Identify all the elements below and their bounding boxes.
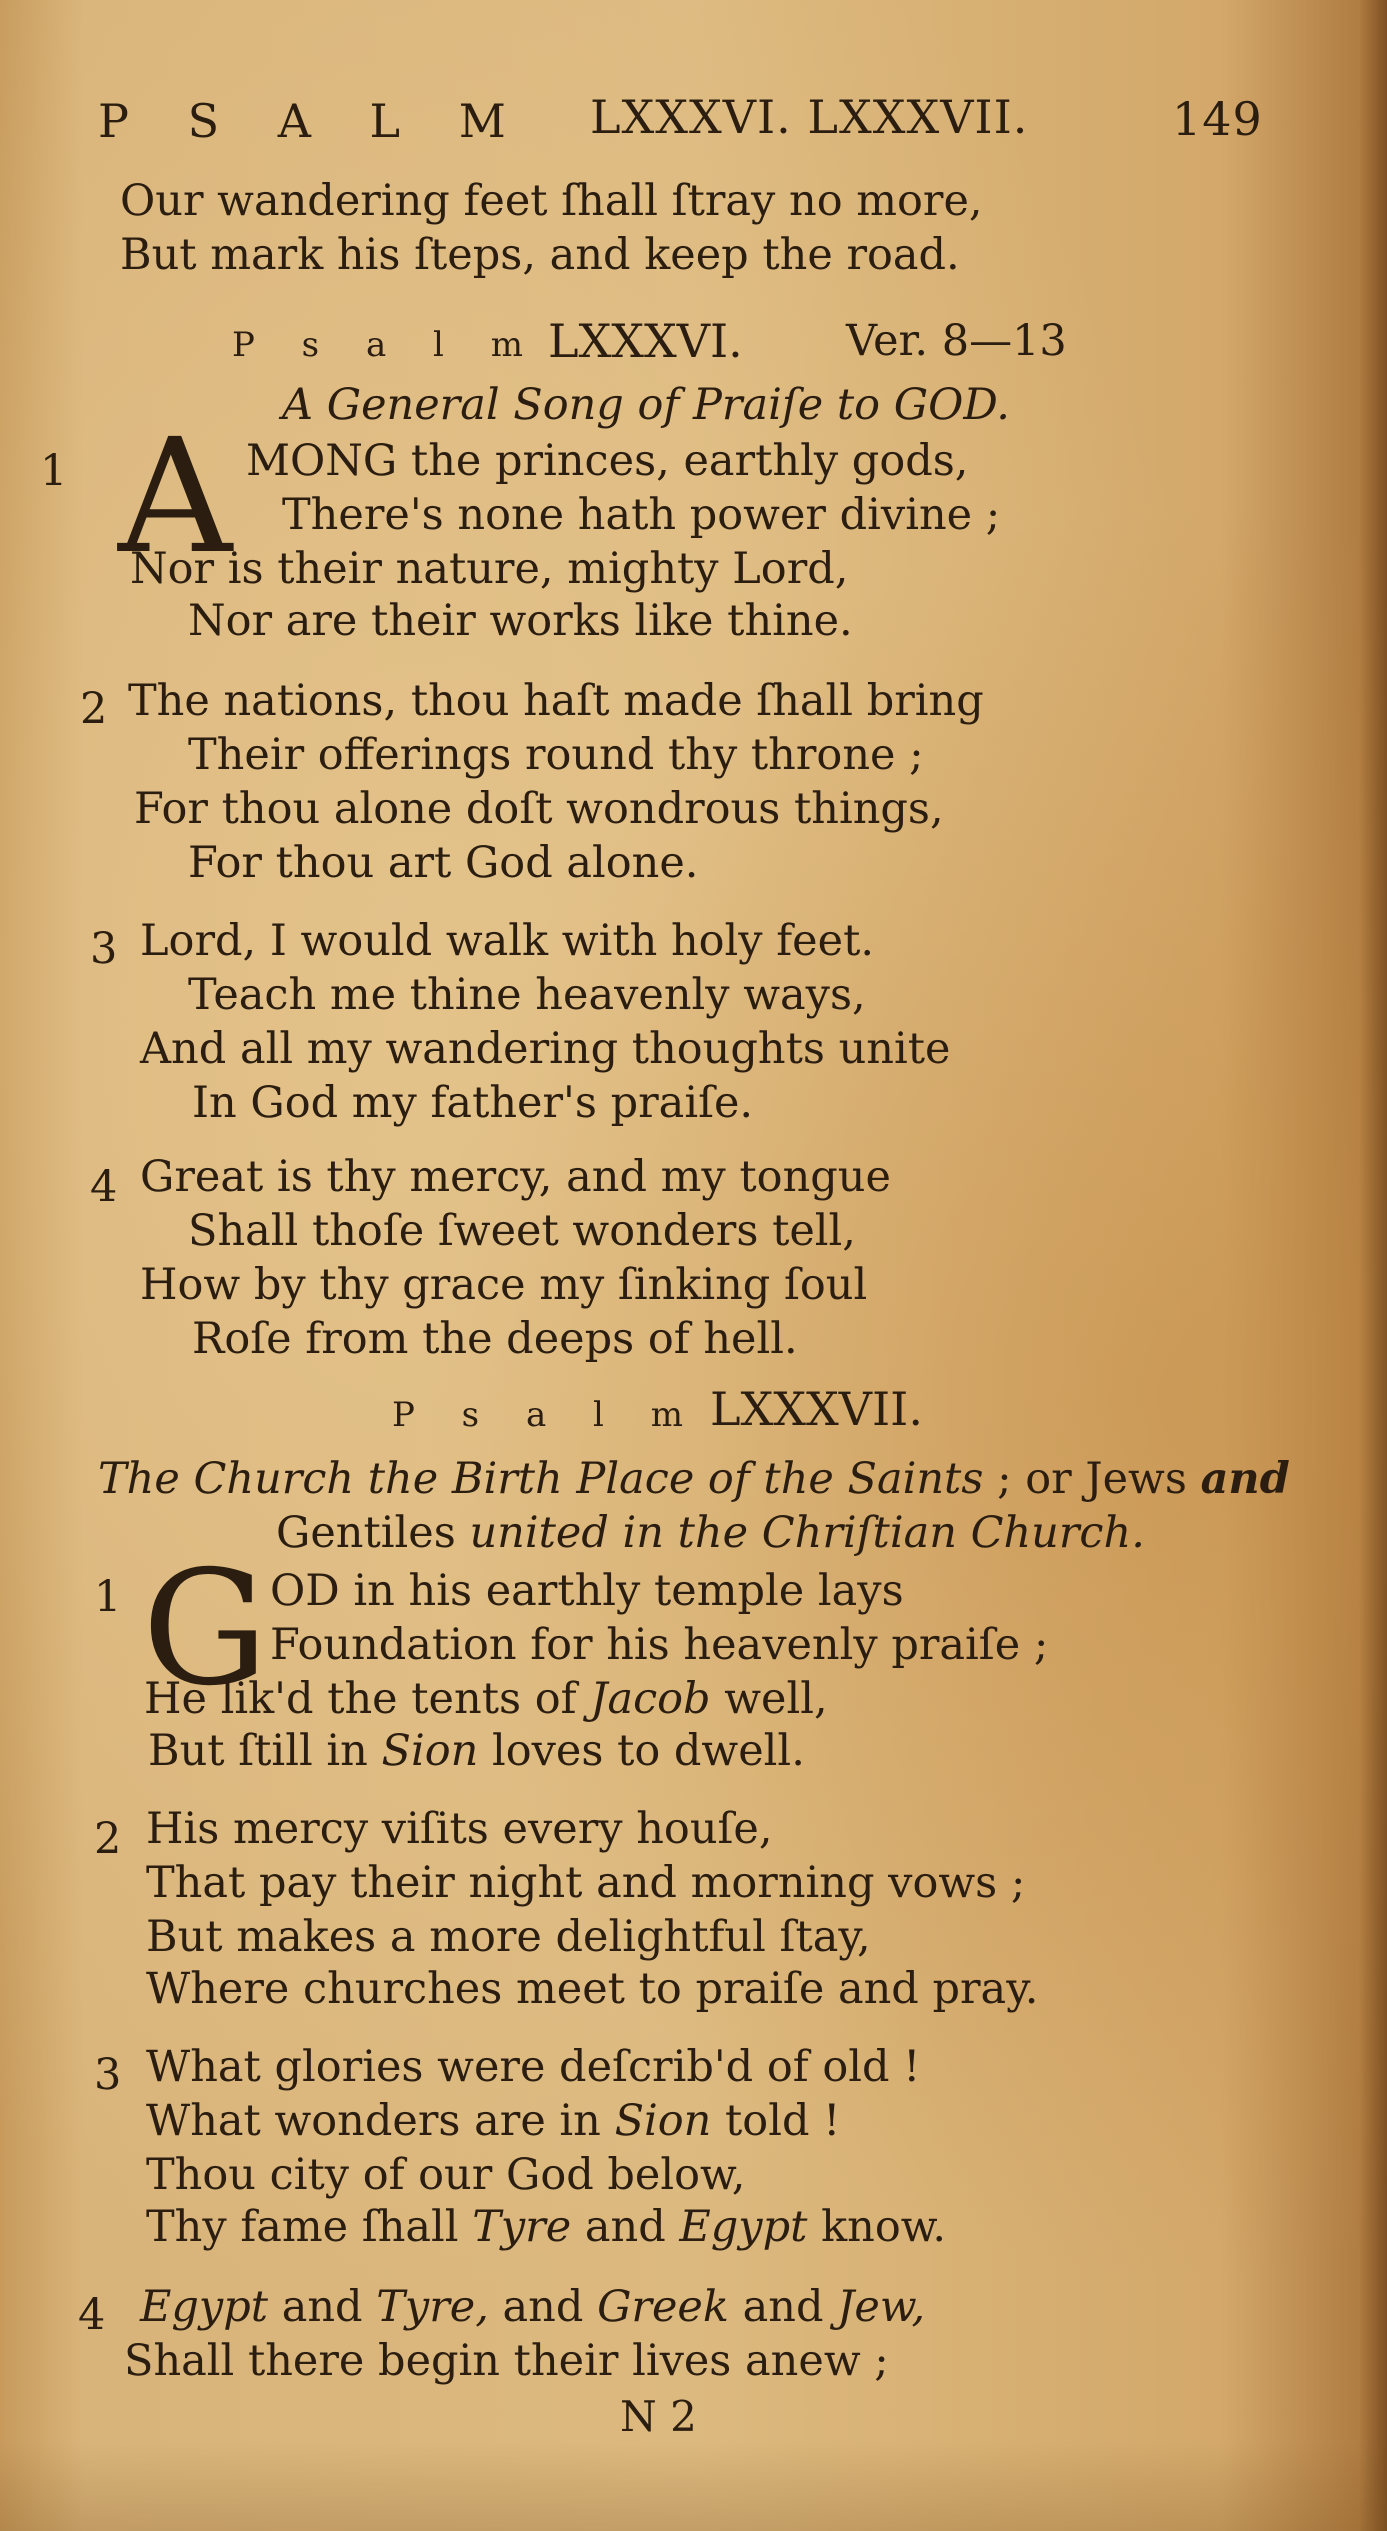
psalm87-v2-line1: His mercy viſits every houſe, <box>146 1804 773 1854</box>
psalm87-subtitle-gentiles: Gentiles <box>276 1508 456 1558</box>
psalm86-v4-line2: Shall thoſe ſweet wonders tell, <box>188 1206 856 1256</box>
psalm86-heading-word: P s a l m <box>232 325 541 365</box>
psalm87-v3-line2-a: What wonders are in <box>146 2096 601 2146</box>
psalm87-subtitle-italic: The Church the Birth Place of the Saints <box>98 1454 984 1504</box>
psalm86-v2-line2: Their offerings round thy throne ; <box>188 730 924 780</box>
psalm87-v1-line3 <box>144 1674 828 1724</box>
psalm86-heading-verses: Ver. 8—13 <box>846 316 1067 366</box>
psalm87-v4-and1: and <box>281 2282 363 2332</box>
psalm86-v3-line3: And all my wandering thoughts unite <box>140 1024 951 1074</box>
psalm87-v2-line4: Where churches meet to praiſe and pray. <box>146 1964 1039 2014</box>
psalm87-dropcap: G <box>142 1537 269 1721</box>
psalm86-v4-line1: Great is thy mercy, and my tongue <box>140 1152 891 1202</box>
psalm87-subtitle-plain: ; or Jews <box>997 1454 1187 1504</box>
psalm87-heading-number: LXXXVII. <box>710 1382 923 1436</box>
psalm86-v2-line3: For thou alone doſt wondrous things, <box>134 784 944 834</box>
psalm86-v2-line4: For thou art God alone. <box>188 838 699 888</box>
carryover-line-1: Our wandering feet ſhall ſtray no more, <box>120 176 983 226</box>
psalm87-v4-jew: Jew, <box>837 2282 926 2332</box>
page-number: 149 <box>1172 92 1263 146</box>
psalm87-v3-line4-a: Thy fame ſhall <box>146 2202 459 2252</box>
psalm87-v3-line1: What glories were deſcrib'd of old ! <box>146 2042 921 2092</box>
psalm87-subtitle-and: and <box>1200 1454 1290 1504</box>
psalm87-v1-line4-a: But ſtill in <box>148 1726 368 1776</box>
psalm87-v3-line2-b: told ! <box>725 2096 841 2146</box>
psalm87-v4-and3: and <box>742 2282 824 2332</box>
psalm87-v4-egypt: Egypt <box>140 2282 269 2332</box>
running-title-letters: P S A L M <box>98 94 528 148</box>
running-title-numbers: LXXXVI. LXXXVII. <box>590 90 1029 144</box>
psalm87-v1-jacob: Jacob <box>590 1674 711 1724</box>
psalm87-v3-sion: Sion <box>614 2096 712 2146</box>
psalm87-v2-line2: That pay their night and morning vows ; <box>146 1858 1026 1908</box>
psalm87-v2-line3: But makes a more delightful ſtay, <box>146 1912 871 1962</box>
psalm87-v3-line4 <box>146 2202 947 2252</box>
psalm86-v4-line4: Roſe from the deeps of hell. <box>192 1314 798 1364</box>
psalm87-verse3-number: 3 <box>94 2050 122 2100</box>
psalm87-v1-line2: Foundation for his heavenly praiſe ; <box>270 1620 1049 1670</box>
psalm86-v1-line2: There's none hath power divine ; <box>282 490 1001 540</box>
psalm87-verse4-number: 4 <box>78 2290 106 2340</box>
psalm87-heading-word: P s a l m <box>392 1395 701 1435</box>
psalm86-subtitle: A General Song of Praiſe to GOD. <box>282 380 1010 430</box>
psalm86-heading-number: LXXXVI. <box>548 314 743 368</box>
psalm86-v1-line3: Nor is their nature, mighty Lord, <box>130 544 849 594</box>
signature-mark: N 2 <box>620 2392 697 2441</box>
psalm87-v3-line4-and: and <box>584 2202 666 2252</box>
psalm87-v1-line4-b: loves to dwell. <box>491 1726 805 1776</box>
carryover-line-2: But mark his ſteps, and keep the road. <box>120 230 960 280</box>
psalm86-v2-line1: The nations, thou haſt made ſhall bring <box>128 676 984 726</box>
psalm87-v3-egypt: Egypt <box>679 2202 808 2252</box>
page-edge-shadow <box>1359 0 1387 2531</box>
psalm87-v1-sion: Sion <box>381 1726 479 1776</box>
psalm86-verse4-number: 4 <box>90 1162 118 1212</box>
psalm87-v3-tyre: Tyre <box>472 2202 572 2252</box>
psalm87-v4-line1 <box>140 2282 926 2332</box>
psalm87-subtitle-line1 <box>98 1454 1290 1504</box>
psalm87-v1-line3-a: He lik'd the tents of <box>144 1674 577 1724</box>
psalm87-v1-line4 <box>148 1726 805 1776</box>
psalm87-v4-tyre: Tyre, <box>376 2282 489 2332</box>
psalm87-v4-greek: Greek <box>597 2282 729 2332</box>
psalm87-v3-line4-b: know. <box>821 2202 947 2252</box>
psalm86-v3-line1: Lord, I would walk with holy feet. <box>140 916 875 966</box>
psalm86-v3-line4: In God my father's praiſe. <box>192 1078 754 1128</box>
psalm87-v4-line2: Shall there begin their lives anew ; <box>124 2336 889 2386</box>
psalm86-verse1-number: 1 <box>40 446 68 496</box>
psalm87-verse2-number: 2 <box>94 1814 122 1864</box>
psalm86-v1-line4: Nor are their works like thine. <box>188 596 853 646</box>
page-bottom-stain <box>0 2441 1387 2531</box>
psalm86-v1-line1: MONG the princes, earthly gods, <box>246 436 969 486</box>
psalm87-v1-line3-b: well, <box>724 1674 828 1724</box>
psalm86-v4-line3: How by thy grace my ſinking ſoul <box>140 1260 868 1310</box>
psalm87-verse1-number: 1 <box>94 1572 122 1622</box>
psalm87-subtitle-church: united in the Chriſtian Church. <box>469 1508 1145 1558</box>
psalm87-v1-line1: OD in his earthly temple lays <box>270 1566 904 1616</box>
psalm86-verse2-number: 2 <box>80 684 108 734</box>
psalm87-v3-line3: Thou city of our God below, <box>146 2150 746 2200</box>
psalm87-v4-and2: and <box>502 2282 584 2332</box>
psalm86-v3-line2: Teach me thine heavenly ways, <box>188 970 866 1020</box>
psalm87-subtitle-line2 <box>276 1508 1145 1558</box>
psalm86-verse3-number: 3 <box>90 924 118 974</box>
psalm87-v3-line2 <box>146 2096 841 2146</box>
psalm86-dropcap: A <box>118 405 233 589</box>
